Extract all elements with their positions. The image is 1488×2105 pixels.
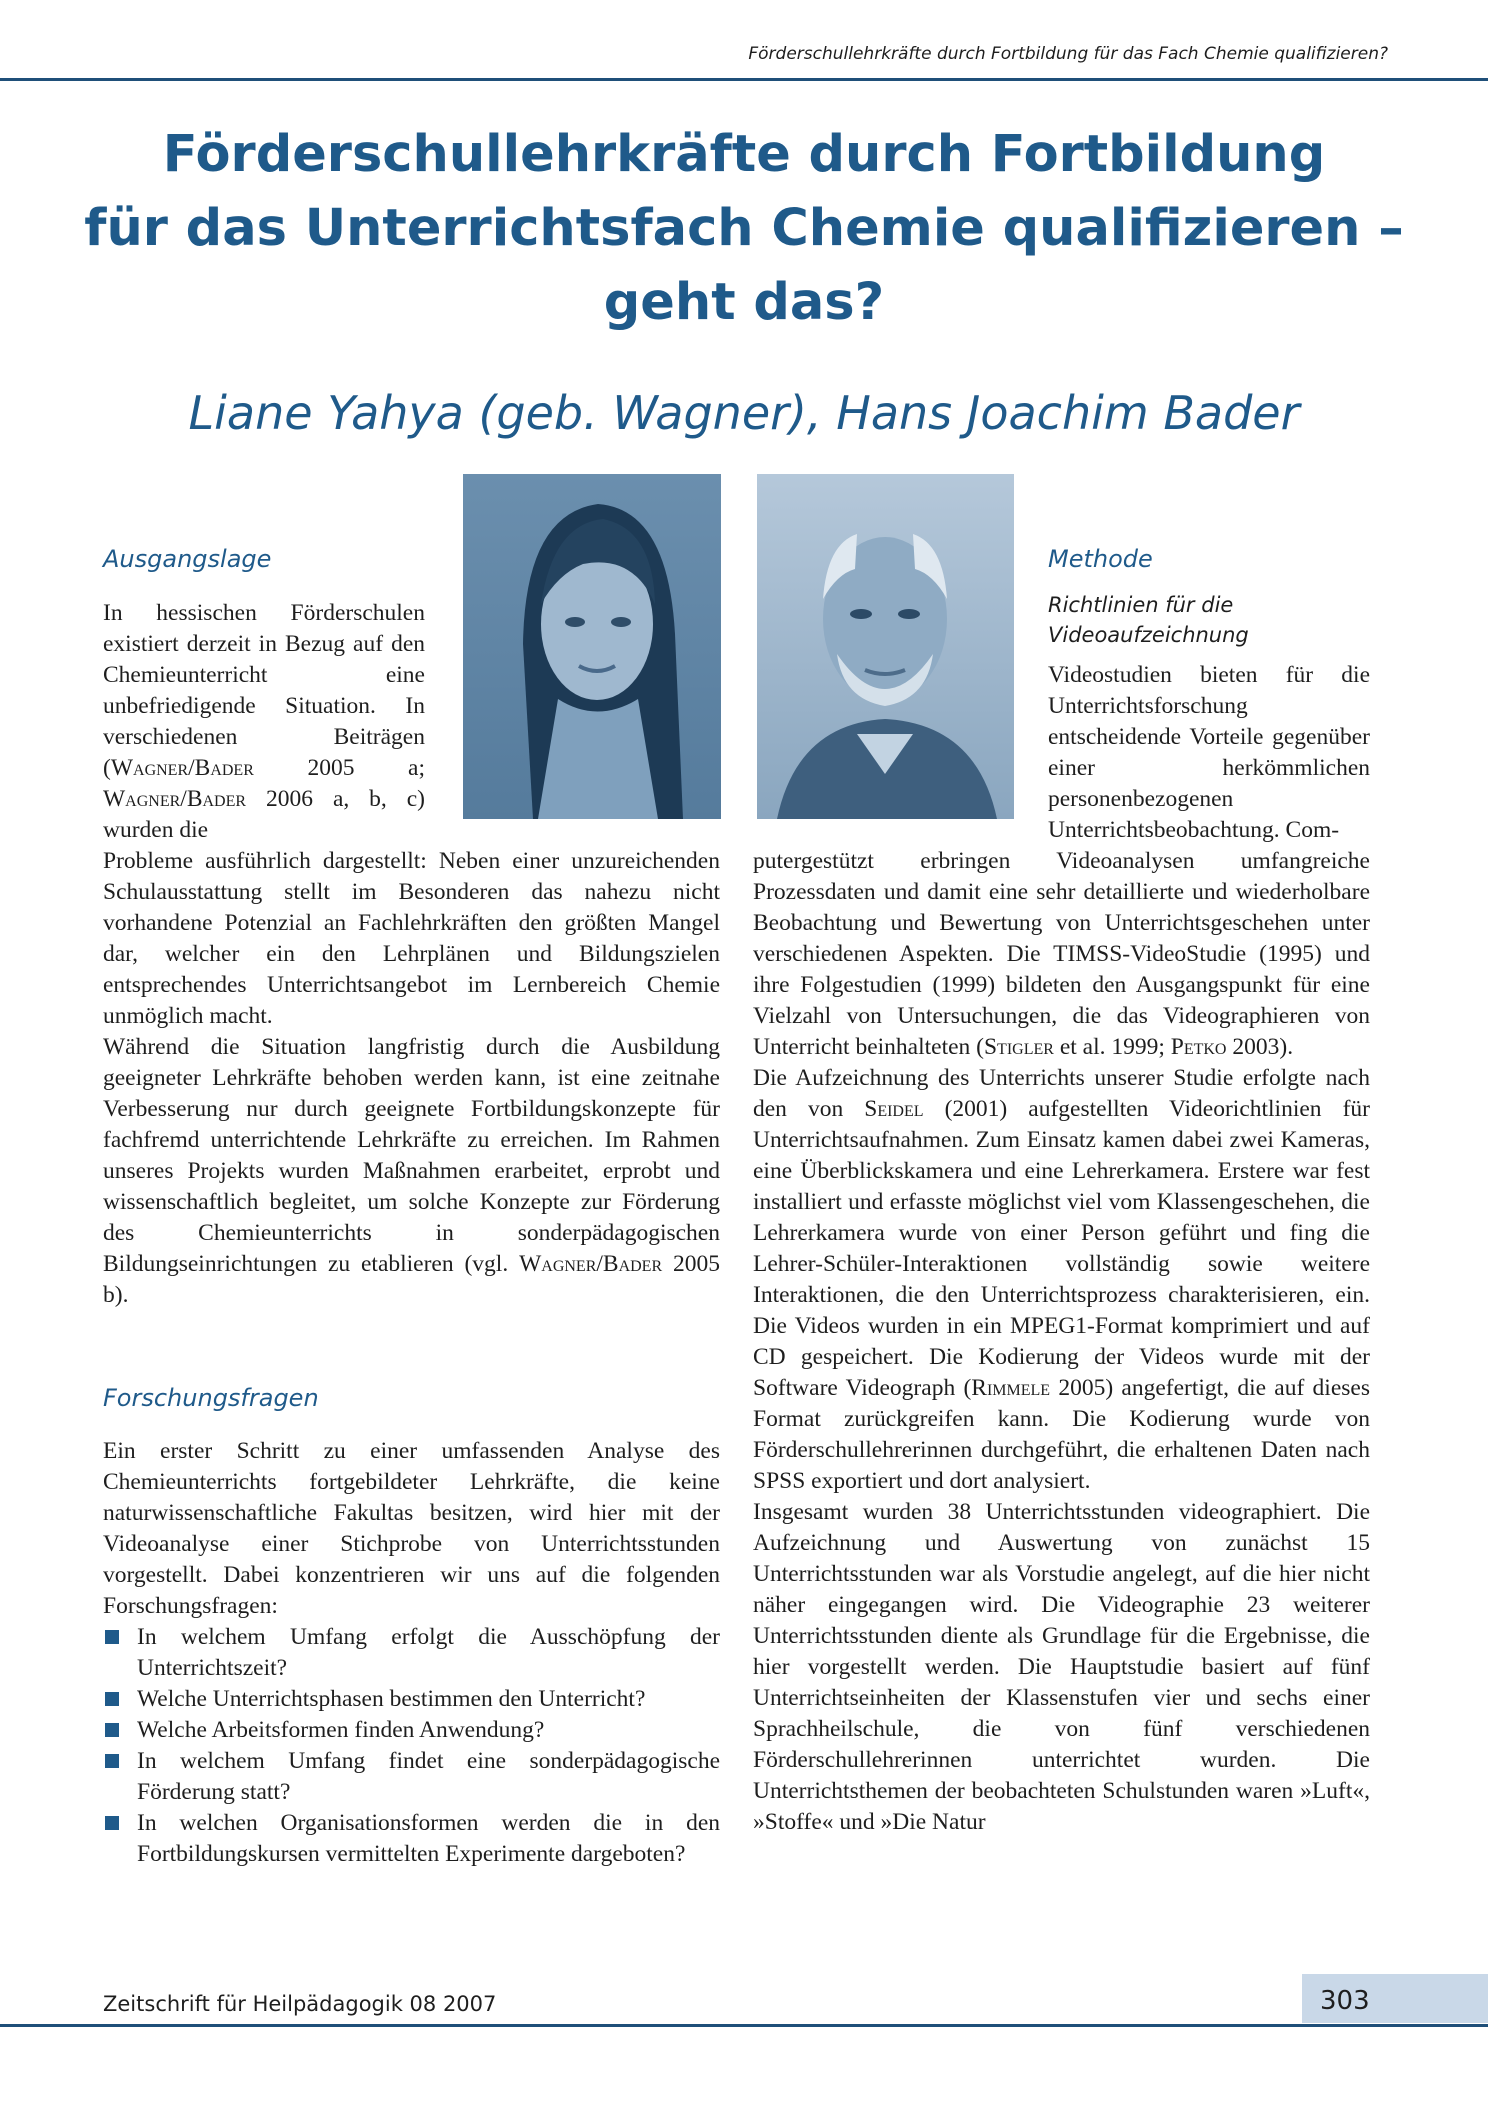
- ausgangslage-text: [103, 846, 720, 1311]
- list-item: In welchem Umfang findet eine sonderpädagogische Förderung statt?: [103, 1746, 720, 1808]
- author-photo-yahya: [463, 474, 721, 819]
- subsection-heading-videoaufzeichnung: Richtlinien für die Videoaufzeichnung: [1048, 593, 1249, 647]
- research-question-list: [103, 1622, 720, 1870]
- list-item: Welche Arbeitsformen finden Anwendung?: [103, 1715, 720, 1746]
- running-head: Förderschullehrkräfte durch Fortbildung für das Fach Chemie qualifizieren?: [748, 44, 1388, 64]
- top-rule: [0, 78, 1488, 81]
- section-heading-forschungsfragen: Forschungsfragen: [103, 1384, 319, 1412]
- square-bullet-icon: [105, 1754, 119, 1768]
- page-number: 303: [1320, 1986, 1370, 2016]
- citation-author: Wagner/Bader: [519, 1251, 663, 1277]
- article-title: [60, 118, 1428, 340]
- paragraph: putergestützt erbringen Videoanalysen umfangreiche Prozessdaten und damit eine sehr detaillierte und wiederholbare Beobachtung und Bewertung von Unterrichtsgeschehen unter verschiedenen Aspekten. Die TIMSS-VideoStudie (1995) und ihre Folgestudien (1999) bildeten den Ausgangspunkt für eine Vielzahl von Untersuchungen, die das Videographieren von Unterricht beinhalteten (Stigler et al. 1999; Petko 2003).: [753, 848, 1370, 1060]
- authors: Liane Yahya (geb. Wagner), Hans Joachim Bader: [188, 386, 1300, 440]
- author-photo-bader: [757, 474, 1014, 819]
- footer-journal: Zeitschrift für Heilpädagogik 08 2007: [103, 1992, 497, 2016]
- citation-author: Wagner/Bader: [110, 755, 254, 781]
- list-item: Welche Unterrichtsphasen bestimmen den Unterricht?: [103, 1684, 720, 1715]
- list-item: In welchem Umfang erfolgt die Ausschöpfung der Unterrichtszeit?: [103, 1622, 720, 1684]
- paragraph: Probleme ausführlich dargestellt: Neben einer unzureichenden Schulausstattung stellt im Besonderen das nahezu nicht vorhandene Potenzial an Fachlehrkräften den größten Mangel dar, welcher ein den Lehrplänen und Bildungszielen entsprechendes Unterrichtsangebot im Lernbereich Chemie unmöglich macht.: [103, 848, 720, 1029]
- citation-author: Rimmele: [971, 1375, 1051, 1401]
- square-bullet-icon: [105, 1723, 119, 1737]
- list-item: In welchen Organisationsformen werden die in den Fortbildungskursen vermittelten Experimente dargeboten?: [103, 1808, 720, 1870]
- portrait-man: [757, 474, 1014, 819]
- ausgangslage-text-narrow: In hessischen Förderschulen existiert derzeit in Bezug auf den Chemieunterricht eine unbefriedigende Situation. In verschiedenen Beiträgen (Wagner/Bader 2005 a; Wagner/Bader 2006 a, b, c) wurden die: [103, 600, 425, 843]
- forschungsfragen-intro: Ein erster Schritt zu einer umfassenden Analyse des Chemieunterrichts fortgebildeter Lehrkräfte, die keine naturwissenschaftliche Fakultas besitzen, wird hier mit der Videoanalyse einer Stichprobe von Unterrichtsstunden vorgestellt. Dabei konzentrieren wir uns auf die folgenden Forschungsfragen:: [103, 1438, 720, 1619]
- paragraph: Während die Situation langfristig durch die Ausbildung geeigneter Lehrkräfte behoben werden kann, ist eine zeitnahe Verbesserung nur durch geeignete Fortbildungskonzepte für fachfremd unterrichtende Lehrkräfte zu erreichen. Im Rahmen unseres Projekts wurden Maßnahmen erarbeitet, erprobt und wissenschaftlich begleitet, um solche Konzepte zur Förderung des Chemieunterrichts in sonderpädagogischen Bildungseinrichtungen zu etablieren (vgl. Wagner/Bader 2005 b).: [103, 1034, 720, 1308]
- title-line: geht das?: [603, 273, 885, 332]
- section-heading-methode: Methode: [1048, 545, 1153, 573]
- section-heading-ausgangslage: Ausgangslage: [103, 545, 272, 573]
- square-bullet-icon: [105, 1630, 119, 1644]
- methode-text-narrow: Videostudien bieten für die Unterrichtsforschung entscheidende Vorteile gegenüber einer herkömmlichen personenbezogenen Unterrichtsbeobachtung. Com-: [1048, 662, 1370, 843]
- title-line: für das Unterrichtsfach Chemie qualifizieren –: [84, 199, 1404, 258]
- citation-author: Seidel: [864, 1096, 924, 1122]
- citation-author: Stigler: [983, 1034, 1054, 1060]
- methode-text: [753, 846, 1370, 1838]
- title-line: Förderschullehrkräfte durch Fortbildung: [162, 125, 1326, 184]
- citation-author: Petko: [1170, 1034, 1227, 1060]
- portrait-woman: [463, 474, 721, 819]
- bottom-rule: [0, 2024, 1488, 2027]
- paragraph: Insgesamt wurden 38 Unterrichtsstunden videographiert. Die Aufzeichnung und Auswertung von zunächst 15 Unterrichtsstunden war als Vorstudie angelegt, auf die hier nicht näher eingegangen wird. Die Videographie 23 weiterer Unterrichtsstunden diente als Grundlage für die Ergebnisse, die hier vorgestellt werden. Die Hauptstudie basiert auf fünf Unterrichtseinheiten der Klassenstufen vier und sechs einer Sprachheilschule, die von fünf verschiedenen Förderschullehrerinnen unterrichtet wurden. Die Unterrichtsthemen der beobachteten Schulstunden waren »Luft«, »Stoffe« und »Die Natur: [753, 1499, 1370, 1835]
- citation-author: Wagner/Bader: [103, 786, 247, 812]
- square-bullet-icon: [105, 1692, 119, 1706]
- paragraph: Die Aufzeichnung des Unterrichts unserer Studie erfolgte nach den von Seidel (2001) aufgestellten Videorichtlinien für Unterrichtsaufnahmen. Zum Einsatz kamen dabei zwei Kameras, eine Überblickskamera und eine Lehrerkamera. Erstere war fest installiert und erfasste möglichst viel vom Klassengeschehen, die Lehrerkamera wurde von einer Person geführt und fing die Lehrer-Schüler-Interaktionen vollständig sowie weitere Interaktionen, die den Unterrichtsprozess charakterisieren, ein. Die Videos wurden in ein MPEG1-Format komprimiert und auf CD gespeichert. Die Kodierung der Videos wurde mit der Software Videograph (Rimmele 2005) angefertigt, die auf dieses Format zurückgreifen kann. Die Kodierung wurde von Förderschullehrerinnen durchgeführt, die erhaltenen Daten nach SPSS exportiert und dort analysiert.: [753, 1065, 1370, 1494]
- square-bullet-icon: [105, 1816, 119, 1830]
